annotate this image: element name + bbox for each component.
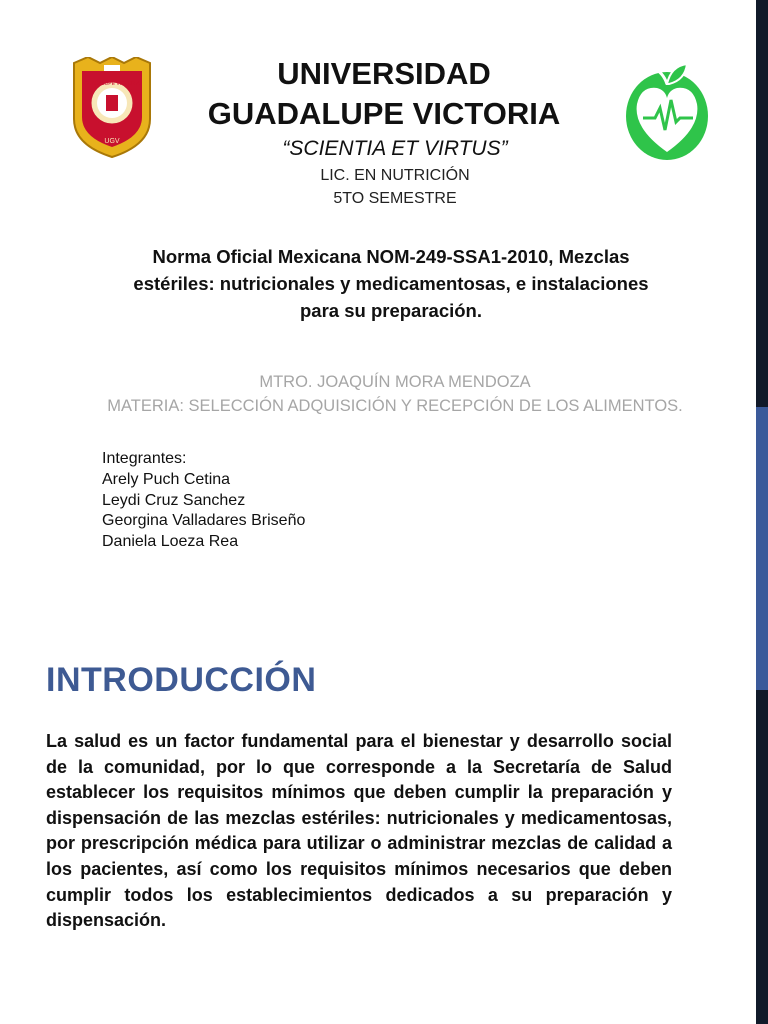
shield-initials: UGV <box>104 138 120 145</box>
university-name-line2: GUADALUPE VICTORIA <box>207 96 561 131</box>
member-item: Leydi Cruz Sanchez <box>102 491 246 509</box>
teacher-name: MTRO. JOAQUÍN MORA MENDOZA <box>259 373 531 391</box>
university-motto: “SCIENTIA ET VIRTUS” <box>282 137 508 160</box>
program-name: LIC. EN NUTRICIÓN <box>320 167 470 184</box>
intro-slide <box>0 640 756 1024</box>
member-item: Daniela Loeza Rea <box>102 533 239 551</box>
subject-name: MATERIA: SELECCIÓN ADQUISICIÓN Y RECEPCIÓN DE LOS ALIMENTOS. <box>107 397 683 415</box>
members-heading: Integrantes: <box>102 450 187 467</box>
intro-title: INTRODUCCIÓN <box>46 661 317 699</box>
intro-body: La salud es un factor fundamental para el bienestar y desarrollo social de la comunidad, por lo que corresponde a la Secretaría de Salud establecer los requisitos mínimos que deben cumplir la preparación y dispensación de las mezclas estériles: nutricionales y medicamentosas, por prescripción médica para utilizar o administrar mezclas de calidad a los pacientes, así como los requisitos mínimos necesarios que deben cumplir todos los establecimientos dedicados a su preparación y dispensación. <box>46 731 672 931</box>
member-item: Georgina Valladares Briseño <box>102 512 306 530</box>
member-item: Arely Puch Cetina <box>102 470 231 488</box>
right-edge-accent <box>756 407 768 690</box>
university-name-line1: UNIVERSIDAD <box>277 56 491 91</box>
semester: 5TO SEMESTRE <box>333 190 457 207</box>
members-list <box>102 449 305 553</box>
norm-title: Norma Oficial Mexicana NOM-249-SSA1-2010, Mezclas estériles: nutricionales y medicamentosas, e instalaciones para su preparación. <box>133 246 649 321</box>
shield-seal-text: GUADALUPE VICTORIA <box>84 81 140 87</box>
